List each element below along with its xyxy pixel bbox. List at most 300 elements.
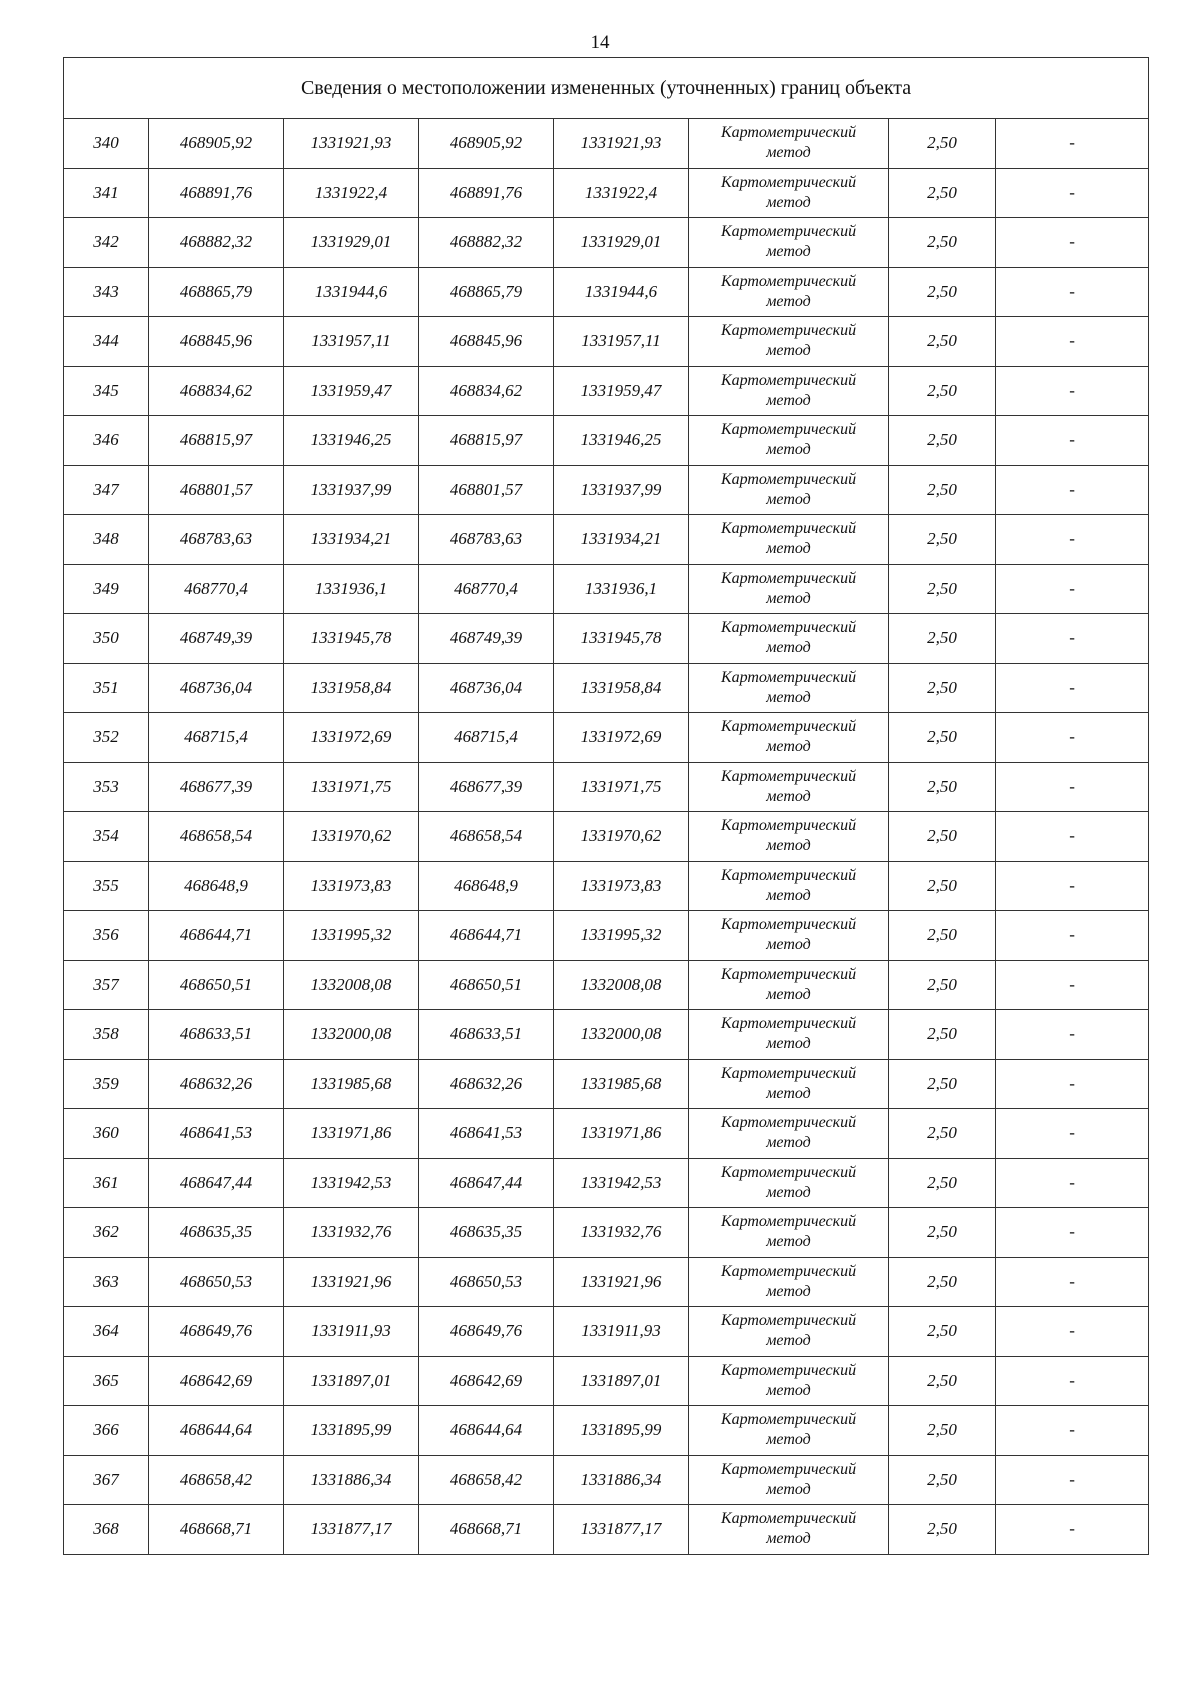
existing-x-cell: 468649,76 bbox=[149, 1307, 284, 1357]
accuracy-cell: 2,50 bbox=[889, 861, 996, 911]
method-line-2: метод bbox=[766, 193, 811, 211]
refined-x-cell: 468815,97 bbox=[419, 416, 554, 466]
method-line-1: Картометрический bbox=[720, 1015, 857, 1033]
accuracy-cell: 2,50 bbox=[889, 713, 996, 763]
table-row bbox=[64, 465, 1149, 515]
method-line-2: метод bbox=[766, 540, 811, 558]
accuracy-cell: 2,50 bbox=[889, 218, 996, 268]
accuracy-cell: 2,50 bbox=[889, 614, 996, 664]
refined-y-cell: 1331972,69 bbox=[554, 713, 689, 763]
refined-y-cell: 1331921,96 bbox=[554, 1257, 689, 1307]
method-line-1: Картометрический bbox=[720, 371, 857, 389]
table-row bbox=[64, 1010, 1149, 1060]
method-line-2: метод bbox=[766, 837, 811, 855]
point-number-cell: 343 bbox=[64, 267, 149, 317]
method-cell bbox=[689, 1307, 889, 1357]
existing-x-cell: 468801,57 bbox=[149, 465, 284, 515]
method-cell bbox=[689, 267, 889, 317]
method-line-2: метод bbox=[766, 639, 811, 657]
refined-y-cell: 1331946,25 bbox=[554, 416, 689, 466]
note-cell: - bbox=[996, 267, 1149, 317]
refined-x-cell: 468650,53 bbox=[419, 1257, 554, 1307]
existing-y-cell: 1331971,75 bbox=[284, 762, 419, 812]
table-row bbox=[64, 762, 1149, 812]
refined-y-cell: 1331995,32 bbox=[554, 911, 689, 961]
accuracy-cell: 2,50 bbox=[889, 1109, 996, 1159]
table-row bbox=[64, 861, 1149, 911]
method-line-1: Картометрический bbox=[720, 1262, 857, 1280]
existing-y-cell: 1331929,01 bbox=[284, 218, 419, 268]
refined-y-cell: 1331877,17 bbox=[554, 1505, 689, 1555]
method-line-2: метод bbox=[766, 1431, 811, 1449]
accuracy-cell: 2,50 bbox=[889, 812, 996, 862]
existing-x-cell: 468668,71 bbox=[149, 1505, 284, 1555]
table-row bbox=[64, 960, 1149, 1010]
method-line-2: метод bbox=[766, 1480, 811, 1498]
refined-y-cell: 1331911,93 bbox=[554, 1307, 689, 1357]
note-cell: - bbox=[996, 1307, 1149, 1357]
table-row bbox=[64, 218, 1149, 268]
method-line-2: метод bbox=[766, 787, 811, 805]
refined-x-cell: 468644,64 bbox=[419, 1406, 554, 1456]
method-line-1: Картометрический bbox=[720, 470, 857, 488]
point-number-cell: 360 bbox=[64, 1109, 149, 1159]
point-number-cell: 346 bbox=[64, 416, 149, 466]
existing-y-cell: 1331959,47 bbox=[284, 366, 419, 416]
refined-y-cell: 1331897,01 bbox=[554, 1356, 689, 1406]
point-number-cell: 361 bbox=[64, 1158, 149, 1208]
method-line-1: Картометрический bbox=[720, 668, 857, 686]
method-line-1: Картометрический bbox=[720, 1213, 857, 1231]
existing-x-cell: 468635,35 bbox=[149, 1208, 284, 1258]
note-cell: - bbox=[996, 1208, 1149, 1258]
accuracy-cell: 2,50 bbox=[889, 119, 996, 169]
existing-y-cell: 1331985,68 bbox=[284, 1059, 419, 1109]
point-number-cell: 348 bbox=[64, 515, 149, 565]
method-cell bbox=[689, 812, 889, 862]
existing-y-cell: 1331942,53 bbox=[284, 1158, 419, 1208]
table-row bbox=[64, 119, 1149, 169]
method-cell bbox=[689, 465, 889, 515]
existing-x-cell: 468834,62 bbox=[149, 366, 284, 416]
method-line-2: метод bbox=[766, 292, 811, 310]
existing-y-cell: 1331886,34 bbox=[284, 1455, 419, 1505]
existing-x-cell: 468644,71 bbox=[149, 911, 284, 961]
refined-x-cell: 468650,51 bbox=[419, 960, 554, 1010]
method-line-1: Картометрический bbox=[720, 916, 857, 934]
method-line-2: метод bbox=[766, 1035, 811, 1053]
method-line-2: метод bbox=[766, 391, 811, 409]
point-number-cell: 342 bbox=[64, 218, 149, 268]
method-line-2: метод bbox=[766, 1134, 811, 1152]
table-row bbox=[64, 317, 1149, 367]
refined-y-cell: 1331936,1 bbox=[554, 564, 689, 614]
refined-y-cell: 1331944,6 bbox=[554, 267, 689, 317]
point-number-cell: 367 bbox=[64, 1455, 149, 1505]
note-cell: - bbox=[996, 1109, 1149, 1159]
method-cell bbox=[689, 366, 889, 416]
point-number-cell: 354 bbox=[64, 812, 149, 862]
method-line-1: Картометрический bbox=[720, 272, 857, 290]
accuracy-cell: 2,50 bbox=[889, 1257, 996, 1307]
existing-y-cell: 1331922,4 bbox=[284, 168, 419, 218]
note-cell: - bbox=[996, 861, 1149, 911]
table-row bbox=[64, 1257, 1149, 1307]
refined-y-cell: 1331959,47 bbox=[554, 366, 689, 416]
existing-x-cell: 468815,97 bbox=[149, 416, 284, 466]
method-cell bbox=[689, 911, 889, 961]
refined-y-cell: 1331971,86 bbox=[554, 1109, 689, 1159]
refined-y-cell: 1331957,11 bbox=[554, 317, 689, 367]
method-cell bbox=[689, 416, 889, 466]
note-cell: - bbox=[996, 366, 1149, 416]
accuracy-cell: 2,50 bbox=[889, 911, 996, 961]
point-number-cell: 344 bbox=[64, 317, 149, 367]
refined-y-cell: 1331958,84 bbox=[554, 663, 689, 713]
table-row bbox=[64, 911, 1149, 961]
table-row bbox=[64, 1356, 1149, 1406]
method-line-1: Картометрический bbox=[720, 1361, 857, 1379]
point-number-cell: 345 bbox=[64, 366, 149, 416]
method-line-1: Картометрический bbox=[720, 965, 857, 983]
point-number-cell: 365 bbox=[64, 1356, 149, 1406]
table-row bbox=[64, 267, 1149, 317]
refined-y-cell: 1331945,78 bbox=[554, 614, 689, 664]
existing-x-cell: 468633,51 bbox=[149, 1010, 284, 1060]
table-row bbox=[64, 713, 1149, 763]
table-row bbox=[64, 416, 1149, 466]
method-cell bbox=[689, 1158, 889, 1208]
note-cell: - bbox=[996, 1505, 1149, 1555]
existing-y-cell: 1331895,99 bbox=[284, 1406, 419, 1456]
refined-y-cell: 1331921,93 bbox=[554, 119, 689, 169]
existing-y-cell: 1331944,6 bbox=[284, 267, 419, 317]
method-line-1: Картометрический bbox=[720, 718, 857, 736]
note-cell: - bbox=[996, 515, 1149, 565]
method-cell bbox=[689, 960, 889, 1010]
accuracy-cell: 2,50 bbox=[889, 1455, 996, 1505]
note-cell: - bbox=[996, 911, 1149, 961]
table-caption: Сведения о местоположении измененных (уточненных) границ объекта bbox=[64, 58, 1149, 119]
page-number: 14 bbox=[590, 32, 610, 53]
table-row bbox=[64, 168, 1149, 218]
existing-x-cell: 468650,51 bbox=[149, 960, 284, 1010]
accuracy-cell: 2,50 bbox=[889, 1010, 996, 1060]
refined-x-cell: 468882,32 bbox=[419, 218, 554, 268]
existing-x-cell: 468715,4 bbox=[149, 713, 284, 763]
method-cell bbox=[689, 762, 889, 812]
note-cell: - bbox=[996, 663, 1149, 713]
point-number-cell: 340 bbox=[64, 119, 149, 169]
refined-x-cell: 468749,39 bbox=[419, 614, 554, 664]
existing-x-cell: 468632,26 bbox=[149, 1059, 284, 1109]
note-cell: - bbox=[996, 1257, 1149, 1307]
existing-x-cell: 468845,96 bbox=[149, 317, 284, 367]
method-line-2: метод bbox=[766, 1381, 811, 1399]
note-cell: - bbox=[996, 1059, 1149, 1109]
method-line-2: метод bbox=[766, 589, 811, 607]
refined-x-cell: 468770,4 bbox=[419, 564, 554, 614]
table-row bbox=[64, 1208, 1149, 1258]
method-cell bbox=[689, 1208, 889, 1258]
refined-y-cell: 1331886,34 bbox=[554, 1455, 689, 1505]
table-row bbox=[64, 366, 1149, 416]
method-line-1: Картометрический bbox=[720, 1510, 857, 1528]
existing-x-cell: 468882,32 bbox=[149, 218, 284, 268]
existing-y-cell: 1331972,69 bbox=[284, 713, 419, 763]
method-cell bbox=[689, 1505, 889, 1555]
method-line-2: метод bbox=[766, 1084, 811, 1102]
accuracy-cell: 2,50 bbox=[889, 267, 996, 317]
existing-y-cell: 1331921,96 bbox=[284, 1257, 419, 1307]
refined-x-cell: 468668,71 bbox=[419, 1505, 554, 1555]
existing-x-cell: 468642,69 bbox=[149, 1356, 284, 1406]
method-cell bbox=[689, 1059, 889, 1109]
existing-x-cell: 468648,9 bbox=[149, 861, 284, 911]
method-line-1: Картометрический bbox=[720, 767, 857, 785]
table-row bbox=[64, 1158, 1149, 1208]
method-line-1: Картометрический bbox=[720, 173, 857, 191]
method-line-2: метод bbox=[766, 243, 811, 261]
table-row bbox=[64, 1505, 1149, 1555]
refined-x-cell: 468648,9 bbox=[419, 861, 554, 911]
existing-x-cell: 468658,54 bbox=[149, 812, 284, 862]
table-row bbox=[64, 1109, 1149, 1159]
refined-y-cell: 1331942,53 bbox=[554, 1158, 689, 1208]
accuracy-cell: 2,50 bbox=[889, 1406, 996, 1456]
boundary-coordinates-table bbox=[63, 57, 1149, 1555]
point-number-cell: 356 bbox=[64, 911, 149, 961]
accuracy-cell: 2,50 bbox=[889, 1307, 996, 1357]
note-cell: - bbox=[996, 1158, 1149, 1208]
refined-x-cell: 468736,04 bbox=[419, 663, 554, 713]
refined-x-cell: 468644,71 bbox=[419, 911, 554, 961]
accuracy-cell: 2,50 bbox=[889, 762, 996, 812]
point-number-cell: 355 bbox=[64, 861, 149, 911]
method-line-1: Картометрический bbox=[720, 520, 857, 538]
existing-y-cell: 1331945,78 bbox=[284, 614, 419, 664]
method-cell bbox=[689, 1356, 889, 1406]
point-number-cell: 368 bbox=[64, 1505, 149, 1555]
method-cell bbox=[689, 218, 889, 268]
method-cell bbox=[689, 663, 889, 713]
method-line-2: метод bbox=[766, 144, 811, 162]
method-line-2: метод bbox=[766, 738, 811, 756]
point-number-cell: 349 bbox=[64, 564, 149, 614]
existing-x-cell: 468736,04 bbox=[149, 663, 284, 713]
existing-y-cell: 1331957,11 bbox=[284, 317, 419, 367]
existing-x-cell: 468641,53 bbox=[149, 1109, 284, 1159]
accuracy-cell: 2,50 bbox=[889, 1208, 996, 1258]
note-cell: - bbox=[996, 812, 1149, 862]
point-number-cell: 362 bbox=[64, 1208, 149, 1258]
table-row bbox=[64, 515, 1149, 565]
existing-y-cell: 1331970,62 bbox=[284, 812, 419, 862]
method-cell bbox=[689, 861, 889, 911]
accuracy-cell: 2,50 bbox=[889, 168, 996, 218]
method-line-1: Картометрический bbox=[720, 421, 857, 439]
refined-y-cell: 1331970,62 bbox=[554, 812, 689, 862]
method-line-1: Картометрический bbox=[720, 1064, 857, 1082]
method-line-2: метод bbox=[766, 1282, 811, 1300]
refined-y-cell: 1331973,83 bbox=[554, 861, 689, 911]
method-line-1: Картометрический bbox=[720, 223, 857, 241]
method-cell bbox=[689, 168, 889, 218]
note-cell: - bbox=[996, 1406, 1149, 1456]
existing-y-cell: 1331921,93 bbox=[284, 119, 419, 169]
refined-y-cell: 1331922,4 bbox=[554, 168, 689, 218]
point-number-cell: 364 bbox=[64, 1307, 149, 1357]
accuracy-cell: 2,50 bbox=[889, 1505, 996, 1555]
method-cell bbox=[689, 317, 889, 367]
refined-x-cell: 468845,96 bbox=[419, 317, 554, 367]
existing-x-cell: 468783,63 bbox=[149, 515, 284, 565]
refined-y-cell: 1331895,99 bbox=[554, 1406, 689, 1456]
method-line-1: Картометрический bbox=[720, 619, 857, 637]
note-cell: - bbox=[996, 218, 1149, 268]
table-row bbox=[64, 1406, 1149, 1456]
method-line-1: Картометрический bbox=[720, 1114, 857, 1132]
accuracy-cell: 2,50 bbox=[889, 416, 996, 466]
accuracy-cell: 2,50 bbox=[889, 366, 996, 416]
method-line-2: метод bbox=[766, 688, 811, 706]
refined-x-cell: 468891,76 bbox=[419, 168, 554, 218]
table-row bbox=[64, 1307, 1149, 1357]
accuracy-cell: 2,50 bbox=[889, 1059, 996, 1109]
note-cell: - bbox=[996, 119, 1149, 169]
point-number-cell: 357 bbox=[64, 960, 149, 1010]
note-cell: - bbox=[996, 762, 1149, 812]
refined-x-cell: 468658,54 bbox=[419, 812, 554, 862]
existing-x-cell: 468650,53 bbox=[149, 1257, 284, 1307]
method-cell bbox=[689, 1257, 889, 1307]
point-number-cell: 353 bbox=[64, 762, 149, 812]
note-cell: - bbox=[996, 614, 1149, 664]
method-line-1: Картометрический bbox=[720, 866, 857, 884]
point-number-cell: 363 bbox=[64, 1257, 149, 1307]
accuracy-cell: 2,50 bbox=[889, 515, 996, 565]
method-cell bbox=[689, 515, 889, 565]
method-line-2: метод bbox=[766, 1233, 811, 1251]
note-cell: - bbox=[996, 1356, 1149, 1406]
existing-x-cell: 468865,79 bbox=[149, 267, 284, 317]
method-cell bbox=[689, 564, 889, 614]
note-cell: - bbox=[996, 960, 1149, 1010]
table-body bbox=[64, 119, 1149, 1555]
method-cell bbox=[689, 1109, 889, 1159]
existing-y-cell: 1331911,93 bbox=[284, 1307, 419, 1357]
point-number-cell: 358 bbox=[64, 1010, 149, 1060]
refined-x-cell: 468658,42 bbox=[419, 1455, 554, 1505]
refined-y-cell: 1332000,08 bbox=[554, 1010, 689, 1060]
existing-y-cell: 1332000,08 bbox=[284, 1010, 419, 1060]
point-number-cell: 341 bbox=[64, 168, 149, 218]
existing-x-cell: 468770,4 bbox=[149, 564, 284, 614]
existing-y-cell: 1331995,32 bbox=[284, 911, 419, 961]
table-row bbox=[64, 1455, 1149, 1505]
point-number-cell: 347 bbox=[64, 465, 149, 515]
method-line-2: метод bbox=[766, 886, 811, 904]
existing-y-cell: 1331971,86 bbox=[284, 1109, 419, 1159]
refined-x-cell: 468801,57 bbox=[419, 465, 554, 515]
method-line-2: метод bbox=[766, 1332, 811, 1350]
table-row bbox=[64, 614, 1149, 664]
accuracy-cell: 2,50 bbox=[889, 1356, 996, 1406]
method-line-1: Картометрический bbox=[720, 569, 857, 587]
refined-x-cell: 468647,44 bbox=[419, 1158, 554, 1208]
accuracy-cell: 2,50 bbox=[889, 663, 996, 713]
point-number-cell: 352 bbox=[64, 713, 149, 763]
accuracy-cell: 2,50 bbox=[889, 465, 996, 515]
note-cell: - bbox=[996, 416, 1149, 466]
method-cell bbox=[689, 119, 889, 169]
refined-x-cell: 468633,51 bbox=[419, 1010, 554, 1060]
refined-y-cell: 1331932,76 bbox=[554, 1208, 689, 1258]
existing-y-cell: 1331958,84 bbox=[284, 663, 419, 713]
refined-y-cell: 1331929,01 bbox=[554, 218, 689, 268]
note-cell: - bbox=[996, 465, 1149, 515]
method-cell bbox=[689, 1010, 889, 1060]
note-cell: - bbox=[996, 1455, 1149, 1505]
existing-y-cell: 1331946,25 bbox=[284, 416, 419, 466]
refined-x-cell: 468834,62 bbox=[419, 366, 554, 416]
method-line-1: Картометрический bbox=[720, 817, 857, 835]
note-cell: - bbox=[996, 1010, 1149, 1060]
point-number-cell: 350 bbox=[64, 614, 149, 664]
existing-y-cell: 1331937,99 bbox=[284, 465, 419, 515]
method-line-1: Картометрический bbox=[720, 1163, 857, 1181]
refined-y-cell: 1332008,08 bbox=[554, 960, 689, 1010]
table-row bbox=[64, 812, 1149, 862]
table-row bbox=[64, 564, 1149, 614]
refined-x-cell: 468642,69 bbox=[419, 1356, 554, 1406]
method-cell bbox=[689, 713, 889, 763]
refined-x-cell: 468677,39 bbox=[419, 762, 554, 812]
point-number-cell: 351 bbox=[64, 663, 149, 713]
method-line-2: метод bbox=[766, 441, 811, 459]
method-line-2: метод bbox=[766, 985, 811, 1003]
refined-x-cell: 468715,4 bbox=[419, 713, 554, 763]
method-line-2: метод bbox=[766, 490, 811, 508]
existing-x-cell: 468905,92 bbox=[149, 119, 284, 169]
refined-x-cell: 468635,35 bbox=[419, 1208, 554, 1258]
existing-x-cell: 468891,76 bbox=[149, 168, 284, 218]
existing-y-cell: 1331934,21 bbox=[284, 515, 419, 565]
refined-x-cell: 468641,53 bbox=[419, 1109, 554, 1159]
existing-x-cell: 468677,39 bbox=[149, 762, 284, 812]
existing-y-cell: 1331973,83 bbox=[284, 861, 419, 911]
method-line-2: метод bbox=[766, 1530, 811, 1548]
point-number-cell: 366 bbox=[64, 1406, 149, 1456]
refined-y-cell: 1331971,75 bbox=[554, 762, 689, 812]
method-line-1: Картометрический bbox=[720, 1460, 857, 1478]
method-line-1: Картометрический bbox=[720, 1411, 857, 1429]
existing-y-cell: 1331932,76 bbox=[284, 1208, 419, 1258]
refined-x-cell: 468905,92 bbox=[419, 119, 554, 169]
method-line-1: Картометрический bbox=[720, 322, 857, 340]
method-cell bbox=[689, 614, 889, 664]
method-line-2: метод bbox=[766, 1183, 811, 1201]
accuracy-cell: 2,50 bbox=[889, 1158, 996, 1208]
existing-x-cell: 468658,42 bbox=[149, 1455, 284, 1505]
existing-x-cell: 468647,44 bbox=[149, 1158, 284, 1208]
method-line-2: метод bbox=[766, 342, 811, 360]
existing-y-cell: 1332008,08 bbox=[284, 960, 419, 1010]
method-line-1: Картометрический bbox=[720, 124, 857, 142]
refined-x-cell: 468783,63 bbox=[419, 515, 554, 565]
accuracy-cell: 2,50 bbox=[889, 564, 996, 614]
refined-x-cell: 468865,79 bbox=[419, 267, 554, 317]
